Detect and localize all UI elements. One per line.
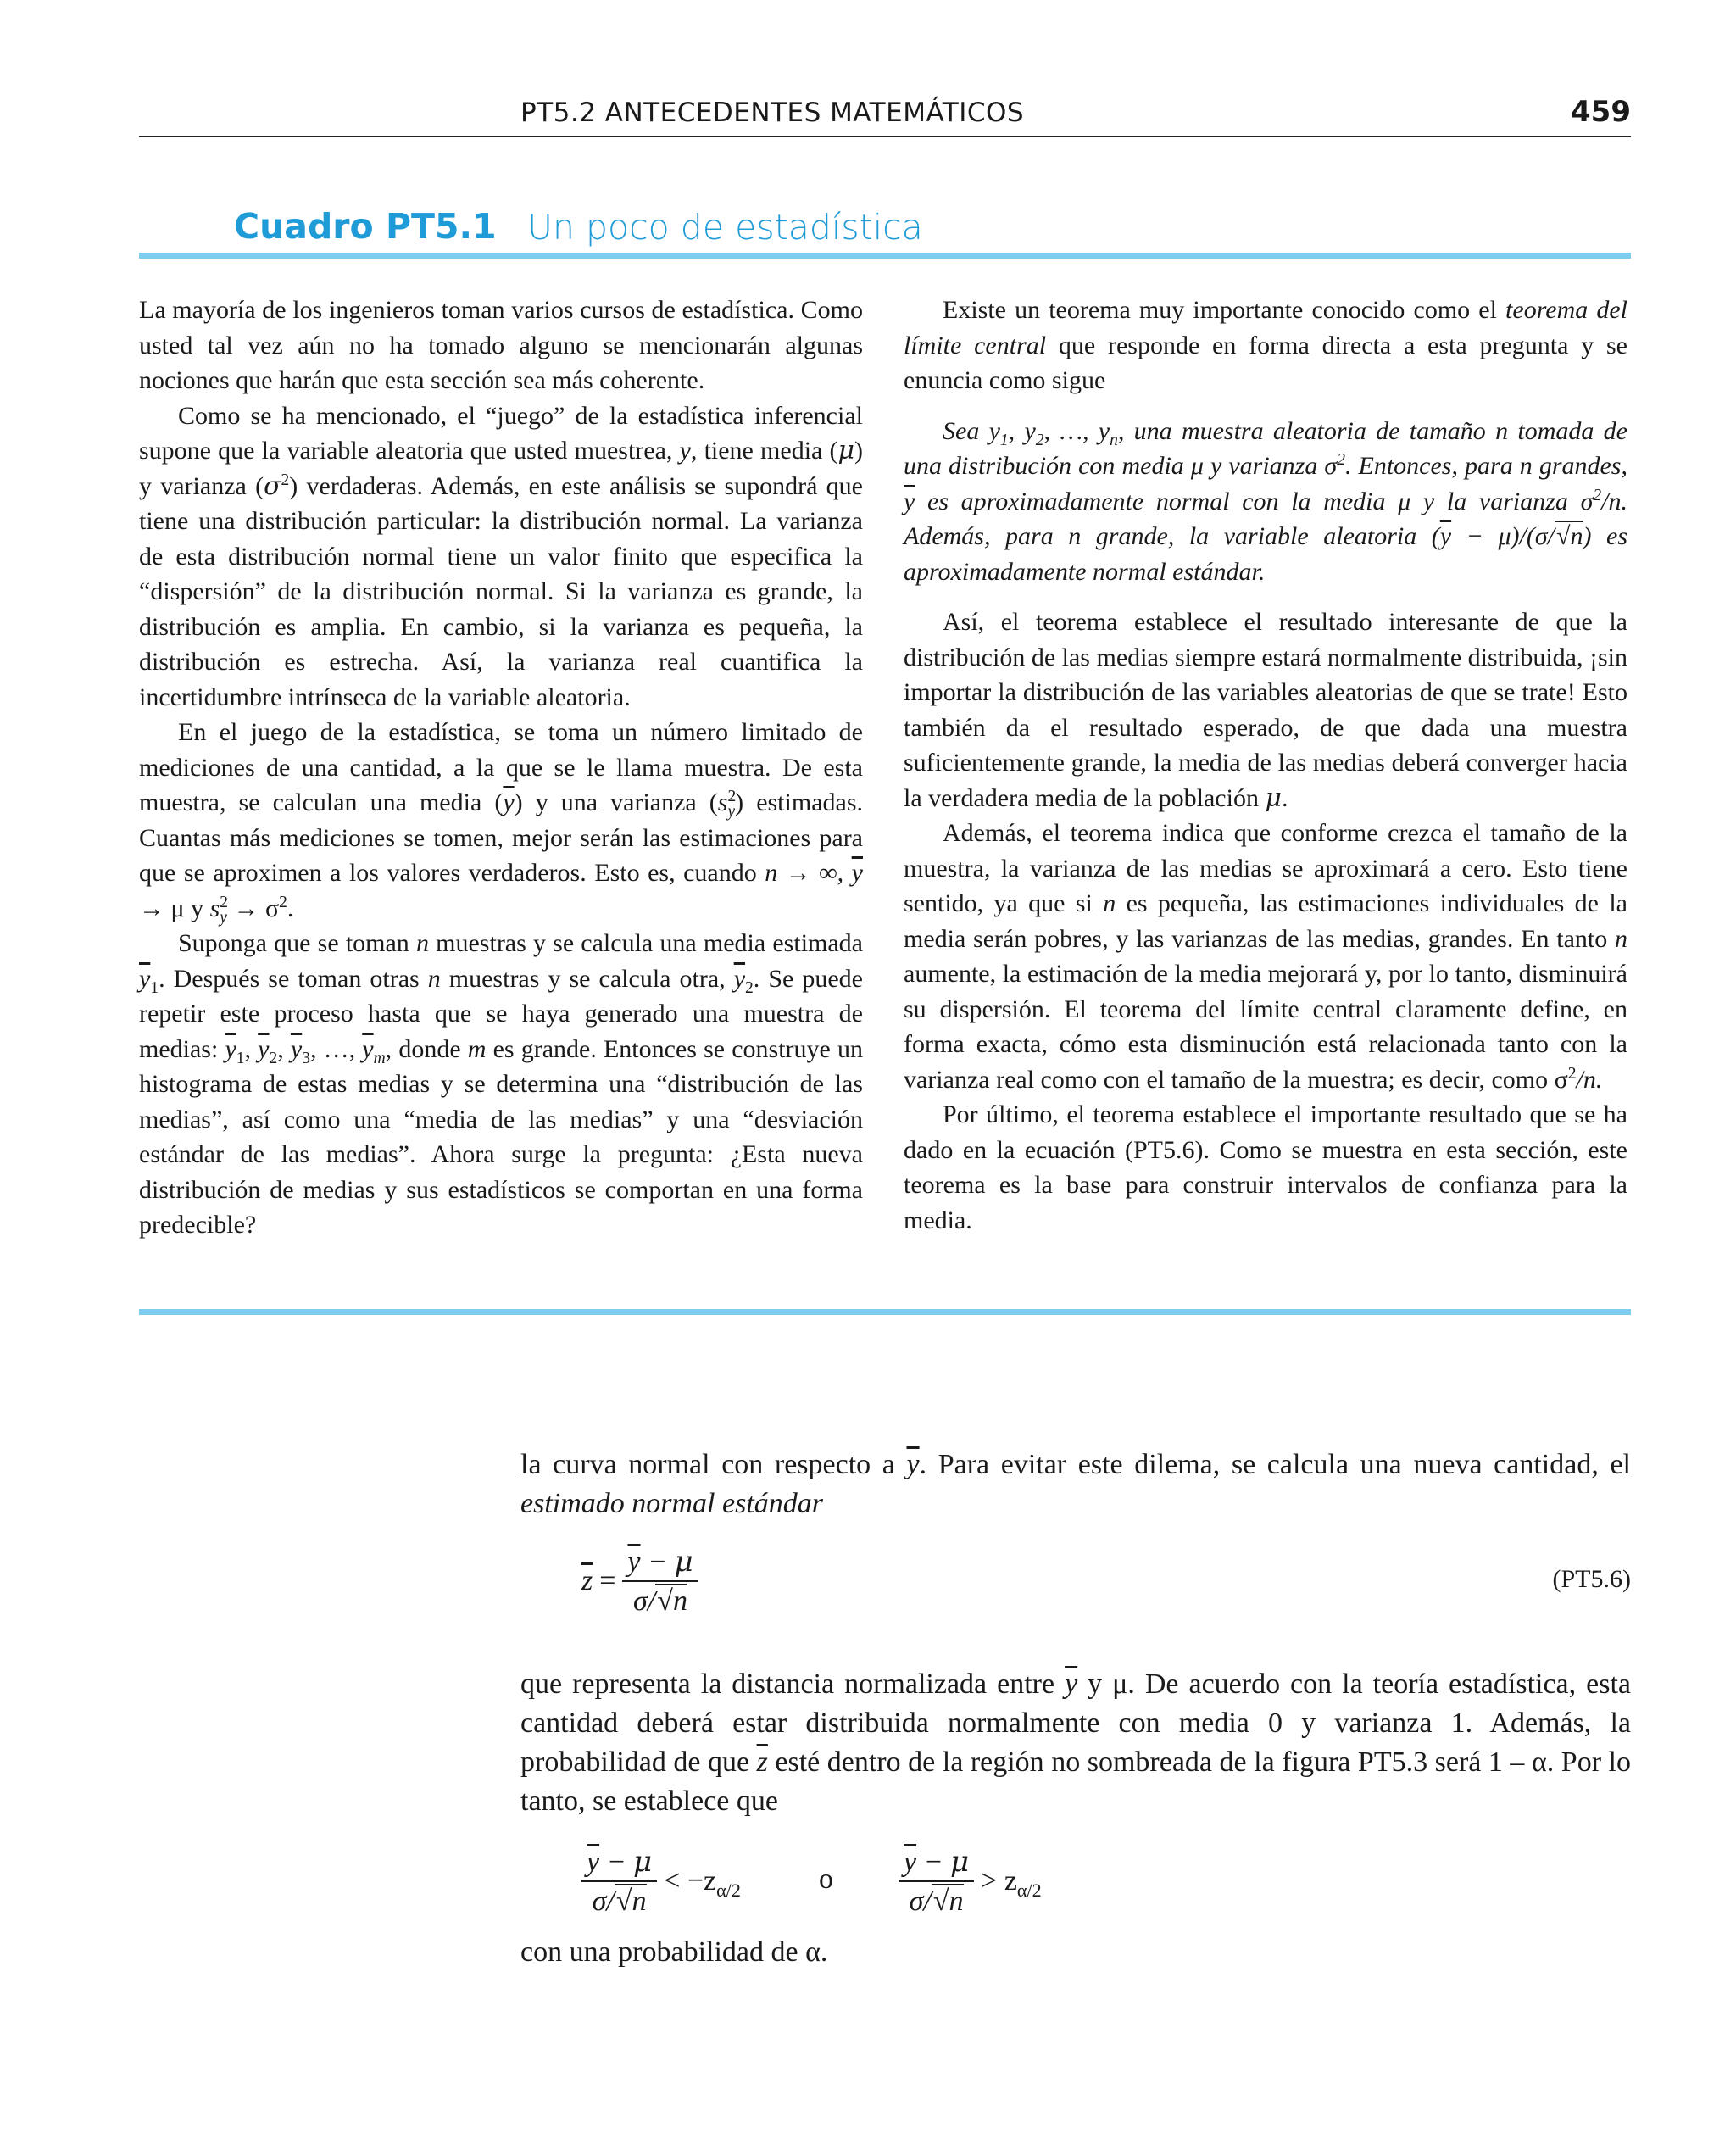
left-p4-sub1: 1 <box>150 978 159 997</box>
eq-equals: = <box>599 1565 616 1596</box>
inequality-upper <box>899 1845 1042 1918</box>
right-p3-n1: n <box>1103 889 1116 917</box>
left-p2-sigma: σ <box>264 471 281 501</box>
right-p3-c: aumente, la estimación de la media mejorará y, por lo tanto, disminuirá su dispersión. El teorema del límite central claramente define, en forma exacta, cómo esta disminución está relacionada tanto con la varianza real como con el tamaño de la muestra; es decir, como σ <box>904 960 1628 1094</box>
right-p3-a: Además, el teorema indica que conforme crezca el tamaño de la muestra, la varianza de las medias se aproximará a cero. Esto tiene sentido, ya que si <box>904 819 1628 917</box>
ineq1-mu: μ <box>633 1845 653 1879</box>
ineq2-sub: α/2 <box>1016 1879 1042 1901</box>
left-paragraph-3: En el juego de la estadística, se toma un número limitado de mediciones de una cantidad, a la que se le llama muestra. De esta muestra, se calculan una media $(\overline{y})$ y una varianza $(s^2_y)$ estimadas. Cuantas más mediciones se tomen, mejor serán las estimaciones para que se aproximen a los valores verdaderos. Esto es, cuando n → ∞, $\overline{y} \to \mu$ y $s^2_y \to \sigma^2$. <box>139 718 863 927</box>
left-p4-d: muestras y se calcula otra, <box>440 964 734 993</box>
eq-fraction: $\frac{\overline{y} - \mu}{\sigma/√n}$ <box>622 1545 698 1618</box>
left-p4-g: es grande. Entonces se construye un histograma de estas medias y se determina una “distribución de las medias”, así como una “media de las medias” y una “desviación estándar de las medias”. Ahora surge la pregunta: ¿Esta nueva distribución de medias y sus estadísticos se comportan en una forma predecible? <box>139 1034 863 1239</box>
theorem-d: es aproximadamente normal con la media μ y la varianza σ <box>915 487 1594 515</box>
ineq2-ybar: $\overline{y}$ <box>904 1846 917 1878</box>
inequality-or: o <box>819 1863 833 1895</box>
left-p3-c: ) estimadas. Cuantas más mediciones se tomen, mejor serán las estimaciones para que se aproximen a los valores verdaderos. Esto es, cuando <box>139 788 863 887</box>
left-p4-b: muestras y se calcula una media estimada <box>428 929 863 957</box>
left-p3-dot: . <box>287 894 294 922</box>
theorem-seq-n: , …, y <box>1043 416 1110 445</box>
right-p2-text: Así, el teorema establece el resultado interesante de que la distribución de las medias siempre estará normalmente distribuida, ¡sin importar la distribución de las variables aleatorias de que se trate! Esto también da el resultado esperado, de que dada una muestra suficientemente grande, la media de las medias deberá converger hacia la verdadera media de la población <box>904 608 1628 812</box>
left-p3-d: → μ y <box>139 894 204 922</box>
box-right-column <box>904 292 1628 1238</box>
ineq2-fraction: $\frac{\overline{y} - \mu}{\sigma/√n}$ <box>899 1845 974 1918</box>
left-p4-ybar1: $\overline{y}$ <box>139 964 151 993</box>
eq-zbar: $\overline{z}$ <box>581 1565 593 1596</box>
theorem-f: es aproximadamente normal estándar. <box>904 522 1628 586</box>
left-p4-seq-sm: m <box>373 1049 386 1067</box>
right-p2-dot: . <box>1281 783 1288 812</box>
left-p4-n: n <box>415 929 429 957</box>
right-p3-d: /n. <box>1576 1065 1603 1094</box>
theorem-ybar: $\overline{y}$ <box>904 487 915 515</box>
theorem-sub2: 2 <box>1035 431 1044 449</box>
eq-num-ybar: $\overline{y}$ <box>627 1546 641 1578</box>
inequality-lower <box>581 1845 741 1918</box>
running-head: PT5.2 ANTECEDENTES MATEMÁTICOS <box>520 97 1025 128</box>
lower-after-c: esté dentro de la región no sombreada de la figura PT5.3 será 1 – α. Por lo tanto, se establece que <box>520 1746 1631 1817</box>
ineq1-fraction: $\frac{\overline{y} - \mu}{\sigma/√n}$ <box>581 1845 657 1918</box>
left-p3-ybar-2: $\overline{y}$ <box>851 859 863 887</box>
left-p3-s2-sup: 2 <box>220 893 229 911</box>
right-paragraph-3 <box>904 816 1628 1097</box>
equation-number: (PT5.6) <box>1552 1565 1631 1593</box>
lower-after-ybar: $\overline{y}$ <box>1065 1668 1078 1700</box>
left-p2-b: , tiene media ( <box>690 437 838 465</box>
left-p2-d: ) verdaderas. Además, en este análisis se supondrá que tiene una distribución particular: la distribución normal. La varianza de esta distribución normal tiene un valor finito que especifica la “dispersión” de la distribución normal. Si la varianza es grande, la distribución es amplia. En cambio, si la varianza es pequeña, la distribución es estrecha. Así, la varianza real cuantifica la incertidumbre intrínseca de la variable aleatoria. <box>139 471 863 711</box>
theorem-sub1: 1 <box>999 431 1009 449</box>
ineq1-n: n <box>632 1885 647 1917</box>
left-p2-sup: 2 <box>281 471 290 489</box>
left-paragraph-2 <box>139 398 863 716</box>
left-p4-m: m <box>467 1034 487 1063</box>
right-p2-mu: μ <box>1265 783 1282 813</box>
left-p3-s-sup: 2 <box>727 788 737 805</box>
lower-after-a: que representa la distancia normalizada entre <box>520 1668 1066 1700</box>
lower-intro-ybar: $\overline{y}$ <box>906 1449 920 1480</box>
right-p1-b: que responde en forma directa a esta pregunta y se enuncia como sigue <box>904 331 1628 394</box>
box-label: Cuadro PT5.1 <box>234 206 497 247</box>
left-p4-seq-y1: $\overline{y}$ <box>225 1034 236 1063</box>
theorem-sup1: 2 <box>1337 451 1345 469</box>
lower-intro-term: estimado normal estándar <box>520 1488 823 1519</box>
eq-den-n: n <box>672 1585 687 1617</box>
left-p4-f: , donde <box>385 1034 468 1063</box>
left-p3-b: ) y una varianza ( <box>514 788 718 816</box>
left-p3-limit: n → ∞, <box>765 859 844 887</box>
right-p1-a: Existe un teorema muy importante conocido como el <box>943 296 1506 324</box>
left-p4-a: Suponga que se toman <box>178 929 416 957</box>
theorem-e: /n. Además, para n grande, la variable aleatoria ( <box>904 487 1628 550</box>
right-p3-sup: 2 <box>1567 1064 1577 1083</box>
box-title: Un poco de estadística <box>527 207 923 248</box>
ineq2-sigma: σ/ <box>909 1885 932 1917</box>
right-p4-text: Por último, el teorema establece el importante resultado que se ha dado en la ecuación (PT5.6). Como se muestra en esta sección, este teorema es la base para construir intervalos de confianza para la media. <box>904 1100 1628 1234</box>
right-p3-n2: n <box>1615 924 1628 953</box>
theorem-seq: , y <box>1008 416 1036 445</box>
eq-num-mu: μ <box>674 1545 693 1579</box>
right-p3-b: es pequeña, las estimaciones individuales de la media serán pobres, y las varianzas de las medias, grandes. En tanto <box>904 889 1628 953</box>
page-number: 459 <box>1571 95 1631 129</box>
left-p3-ybar: $\overline{y}$ <box>503 788 515 816</box>
right-paragraph-1 <box>904 292 1628 398</box>
left-p3-s-sub: y <box>727 803 736 821</box>
central-limit-theorem: Sea $y_1$, $y_2$, …, $y_n$, una muestra aleatoria de tamaño n tomada de una distribución con media μ y varianza $\sigma^2$. Entonces, para n grandes, $\overline{y}$ es aproximadamente normal con la media μ y la varianza $\sigma^2/n$. Además, para n grande, la variable aleatoria $(\overline{y} - \mu)/(\sigma/√n)$ es aproximadamente normal estándar. <box>904 416 1628 586</box>
left-p3-e: → σ <box>233 894 280 922</box>
left-p4-comma2: , <box>277 1034 291 1063</box>
box-left-column <box>139 292 863 1243</box>
left-p1-text: La mayoría de los ingenieros toman varios cursos de estadística. Como usted tal vez aún no ha tomado alguno se mencionarán algunas nociones que harán que esta sección sea más coherente. <box>139 296 863 394</box>
left-p4-seq-ym: $\overline{y}$ <box>362 1034 374 1063</box>
left-p2-mu: μ <box>837 436 854 465</box>
ineq1-sub: α/2 <box>716 1879 741 1901</box>
left-p2-a: Como se ha mencionado, el “juego” de la estadística inferencial supone que la variable aleatoria que usted muestrea, <box>139 401 863 465</box>
left-p2-c: ) y varianza ( <box>139 437 863 500</box>
lower-after-zbar: $\overline{z}$ <box>756 1746 768 1778</box>
theorem-close: ) <box>1583 522 1592 550</box>
theorem-ybar2: $\overline{y}$ <box>1439 522 1452 550</box>
lower-after-paragraph <box>520 1665 1631 1821</box>
left-paragraph-4 <box>139 926 863 1243</box>
ineq1-lt: < −z <box>664 1865 717 1897</box>
left-p4-seq-s1: 1 <box>236 1049 245 1067</box>
right-p1-term: teorema del límite central <box>904 296 1628 359</box>
right-paragraph-4 <box>904 1097 1628 1238</box>
ineq2-mu: μ <box>950 1845 970 1879</box>
left-p4-n2: n <box>427 964 441 993</box>
theorem-b: , una muestra aleatoria de tamaño n tomada de una distribución con media μ y varianza σ <box>904 416 1628 480</box>
left-p4-seq-s3: 3 <box>302 1049 310 1067</box>
lower-after-b: y μ. De acuerdo con la teoría estadística, esta cantidad deberá estar distribuida normalmente con media 0 y varianza 1. Además, la probabilidad de que <box>520 1668 1631 1778</box>
theorem-sup2: 2 <box>1593 486 1602 504</box>
ineq1-ybar: $\overline{y}$ <box>587 1846 600 1878</box>
left-p4-comma1: , <box>244 1034 259 1063</box>
box-bottom-rule <box>139 1309 1631 1315</box>
equation-pt5-6 <box>581 1545 698 1618</box>
lower-intro-b: . Para evitar este dilema, se calcula una nueva cantidad, el <box>919 1449 1631 1480</box>
lower-conclusion-text: con una probabilidad de α. <box>520 1936 828 1968</box>
left-p4-c: . Después se toman otras <box>159 964 428 993</box>
ineq2-n: n <box>949 1885 964 1917</box>
theorem-a: Sea y <box>943 416 1000 445</box>
left-p2-y: y <box>679 437 691 465</box>
left-p3-sigma-sup: 2 <box>279 893 287 911</box>
left-paragraph-1 <box>139 292 863 398</box>
lower-intro-a: la curva normal con respecto a <box>520 1449 907 1480</box>
header-rule <box>139 136 1631 137</box>
box-top-rule <box>139 253 1631 259</box>
left-p4-seq-y3: $\overline{y}$ <box>290 1034 303 1063</box>
right-paragraph-2 <box>904 604 1628 816</box>
left-p4-seq-s2: 2 <box>269 1049 278 1067</box>
left-p4-sub2: 2 <box>745 978 754 997</box>
left-p4-seq-y2: $\overline{y}$ <box>258 1034 270 1063</box>
left-p4-seq: , …, <box>309 1034 363 1063</box>
lower-conclusion <box>520 1933 1631 1972</box>
lower-intro-paragraph <box>520 1445 1631 1523</box>
eq-den-sigma: σ/ <box>633 1585 656 1617</box>
left-p4-e: . Se puede repetir este proceso hasta que se haya generado una muestra de medias: <box>139 964 863 1063</box>
theorem-subn: n <box>1110 431 1118 449</box>
theorem-c: . Entonces, para n grandes, <box>1344 452 1628 480</box>
left-p4-ybar2: $\overline{y}$ <box>733 964 746 993</box>
ineq1-sigma: σ/ <box>592 1885 615 1917</box>
left-p3-a: En el juego de la estadística, se toma un número limitado de mediciones de una cantidad, a la que se le llama muestra. De esta muestra, se calculan una media ( <box>139 718 863 816</box>
theorem-ratio: − μ)/(σ/ <box>1451 522 1555 550</box>
ineq2-gt: > z <box>981 1865 1017 1897</box>
left-p3-s2-sub: y <box>220 908 227 927</box>
theorem-root-n: n <box>1570 522 1583 550</box>
